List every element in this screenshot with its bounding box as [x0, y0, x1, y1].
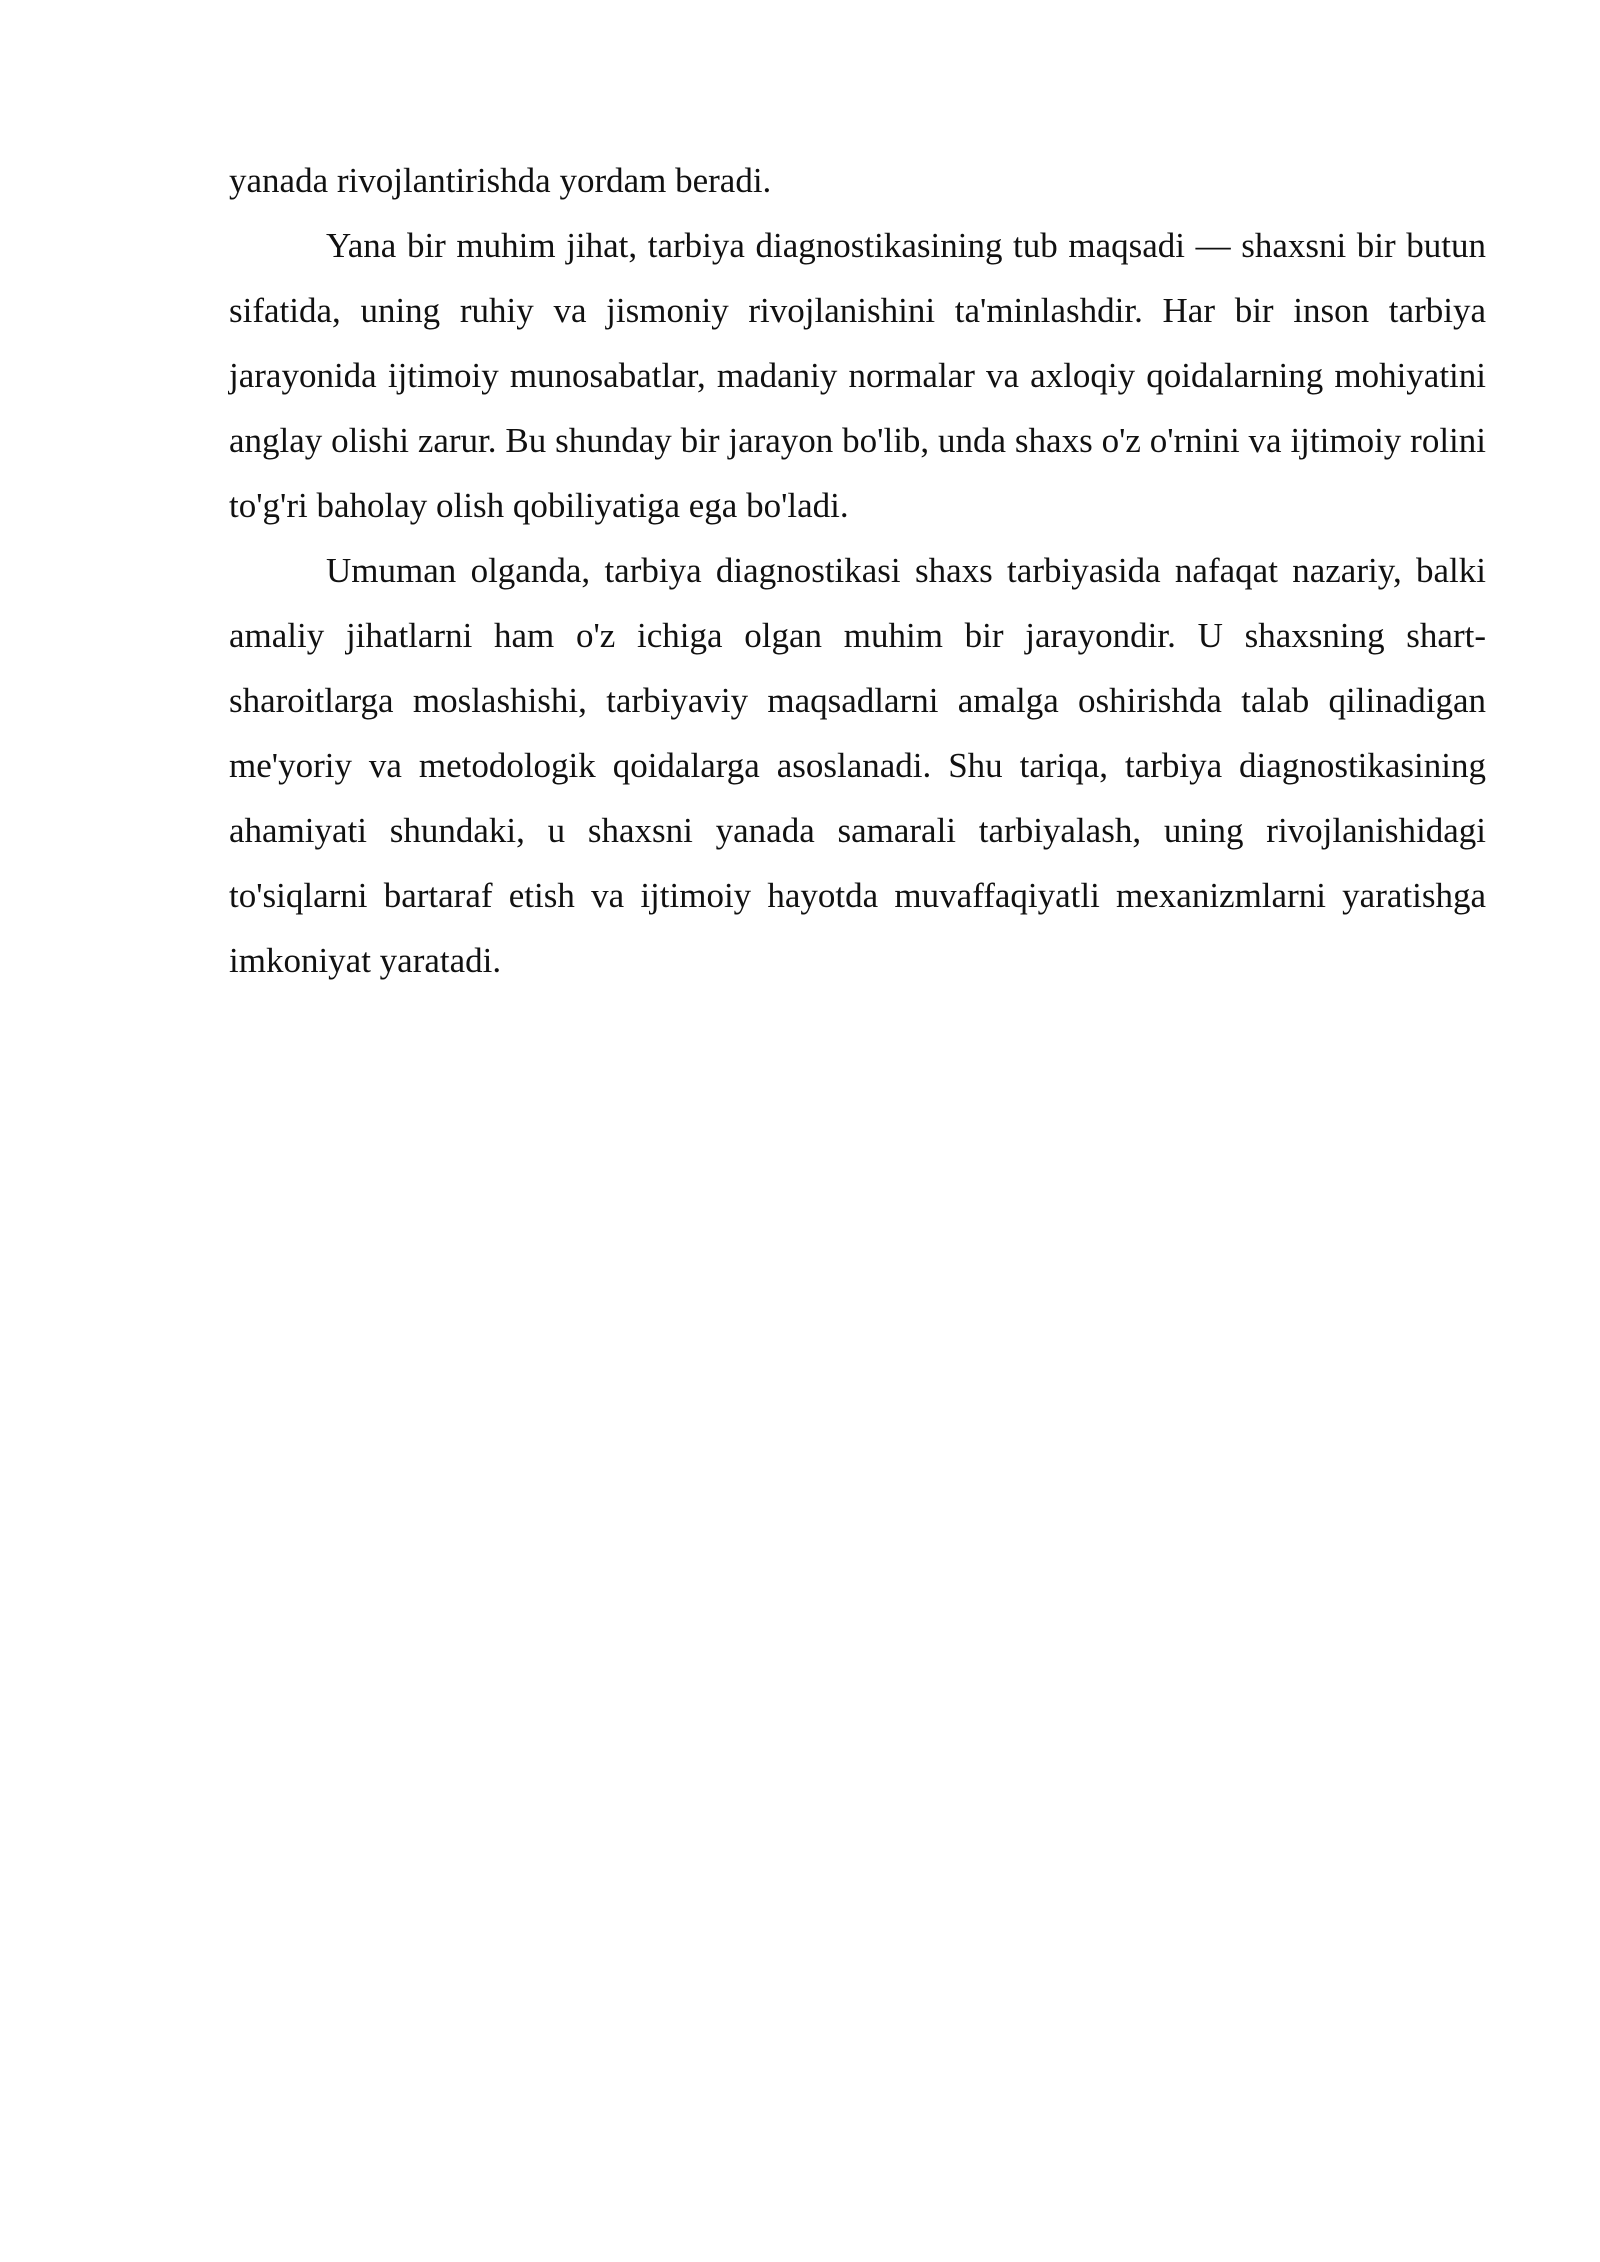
paragraph-2: Yana bir muhim jihat, tarbiya diagnostikasining tub maqsadi — shaxsni bir butun sifatida, uning ruhiy va jismoniy rivojlanishini ta'minlashdir. Har bir inson tarbiya jarayonida ijtimoiy munosabatlar, madaniy normalar va axloqiy qoidalarning mohiyatini anglay olishi zarur. Bu shunday bir jarayon bo'lib, unda shaxs o'z o'rnini va ijtimoiy rolini to'g'ri baholay olish qobiliyatiga ega bo'ladi. — [229, 226, 1486, 525]
document-body — [229, 148, 1486, 993]
paragraph-continuation: yanada rivojlantirishda yordam beradi. — [229, 161, 772, 200]
paragraph-3: Umuman olganda, tarbiya diagnostikasi shaxs tarbiyasida nafaqat nazariy, balki amaliy jihatlarni ham o'z ichiga olgan muhim bir jarayondir. U shaxsning shart-sharoitlarga moslashishi, tarbiyaviy maqsadlarni amalga oshirishda talab qilinadigan me'yoriy va metodologik qoidalarga asoslanadi. Shu tariqa, tarbiya diagnostikasining ahamiyati shundaki, u shaxsni yanada samarali tarbiyalash, uning rivojlanishidagi to'siqlarni bartaraf etish va ijtimoiy hayotda muvaffaqiyatli mexanizmlarni yaratishga imkoniyat yaratadi. — [229, 551, 1486, 980]
